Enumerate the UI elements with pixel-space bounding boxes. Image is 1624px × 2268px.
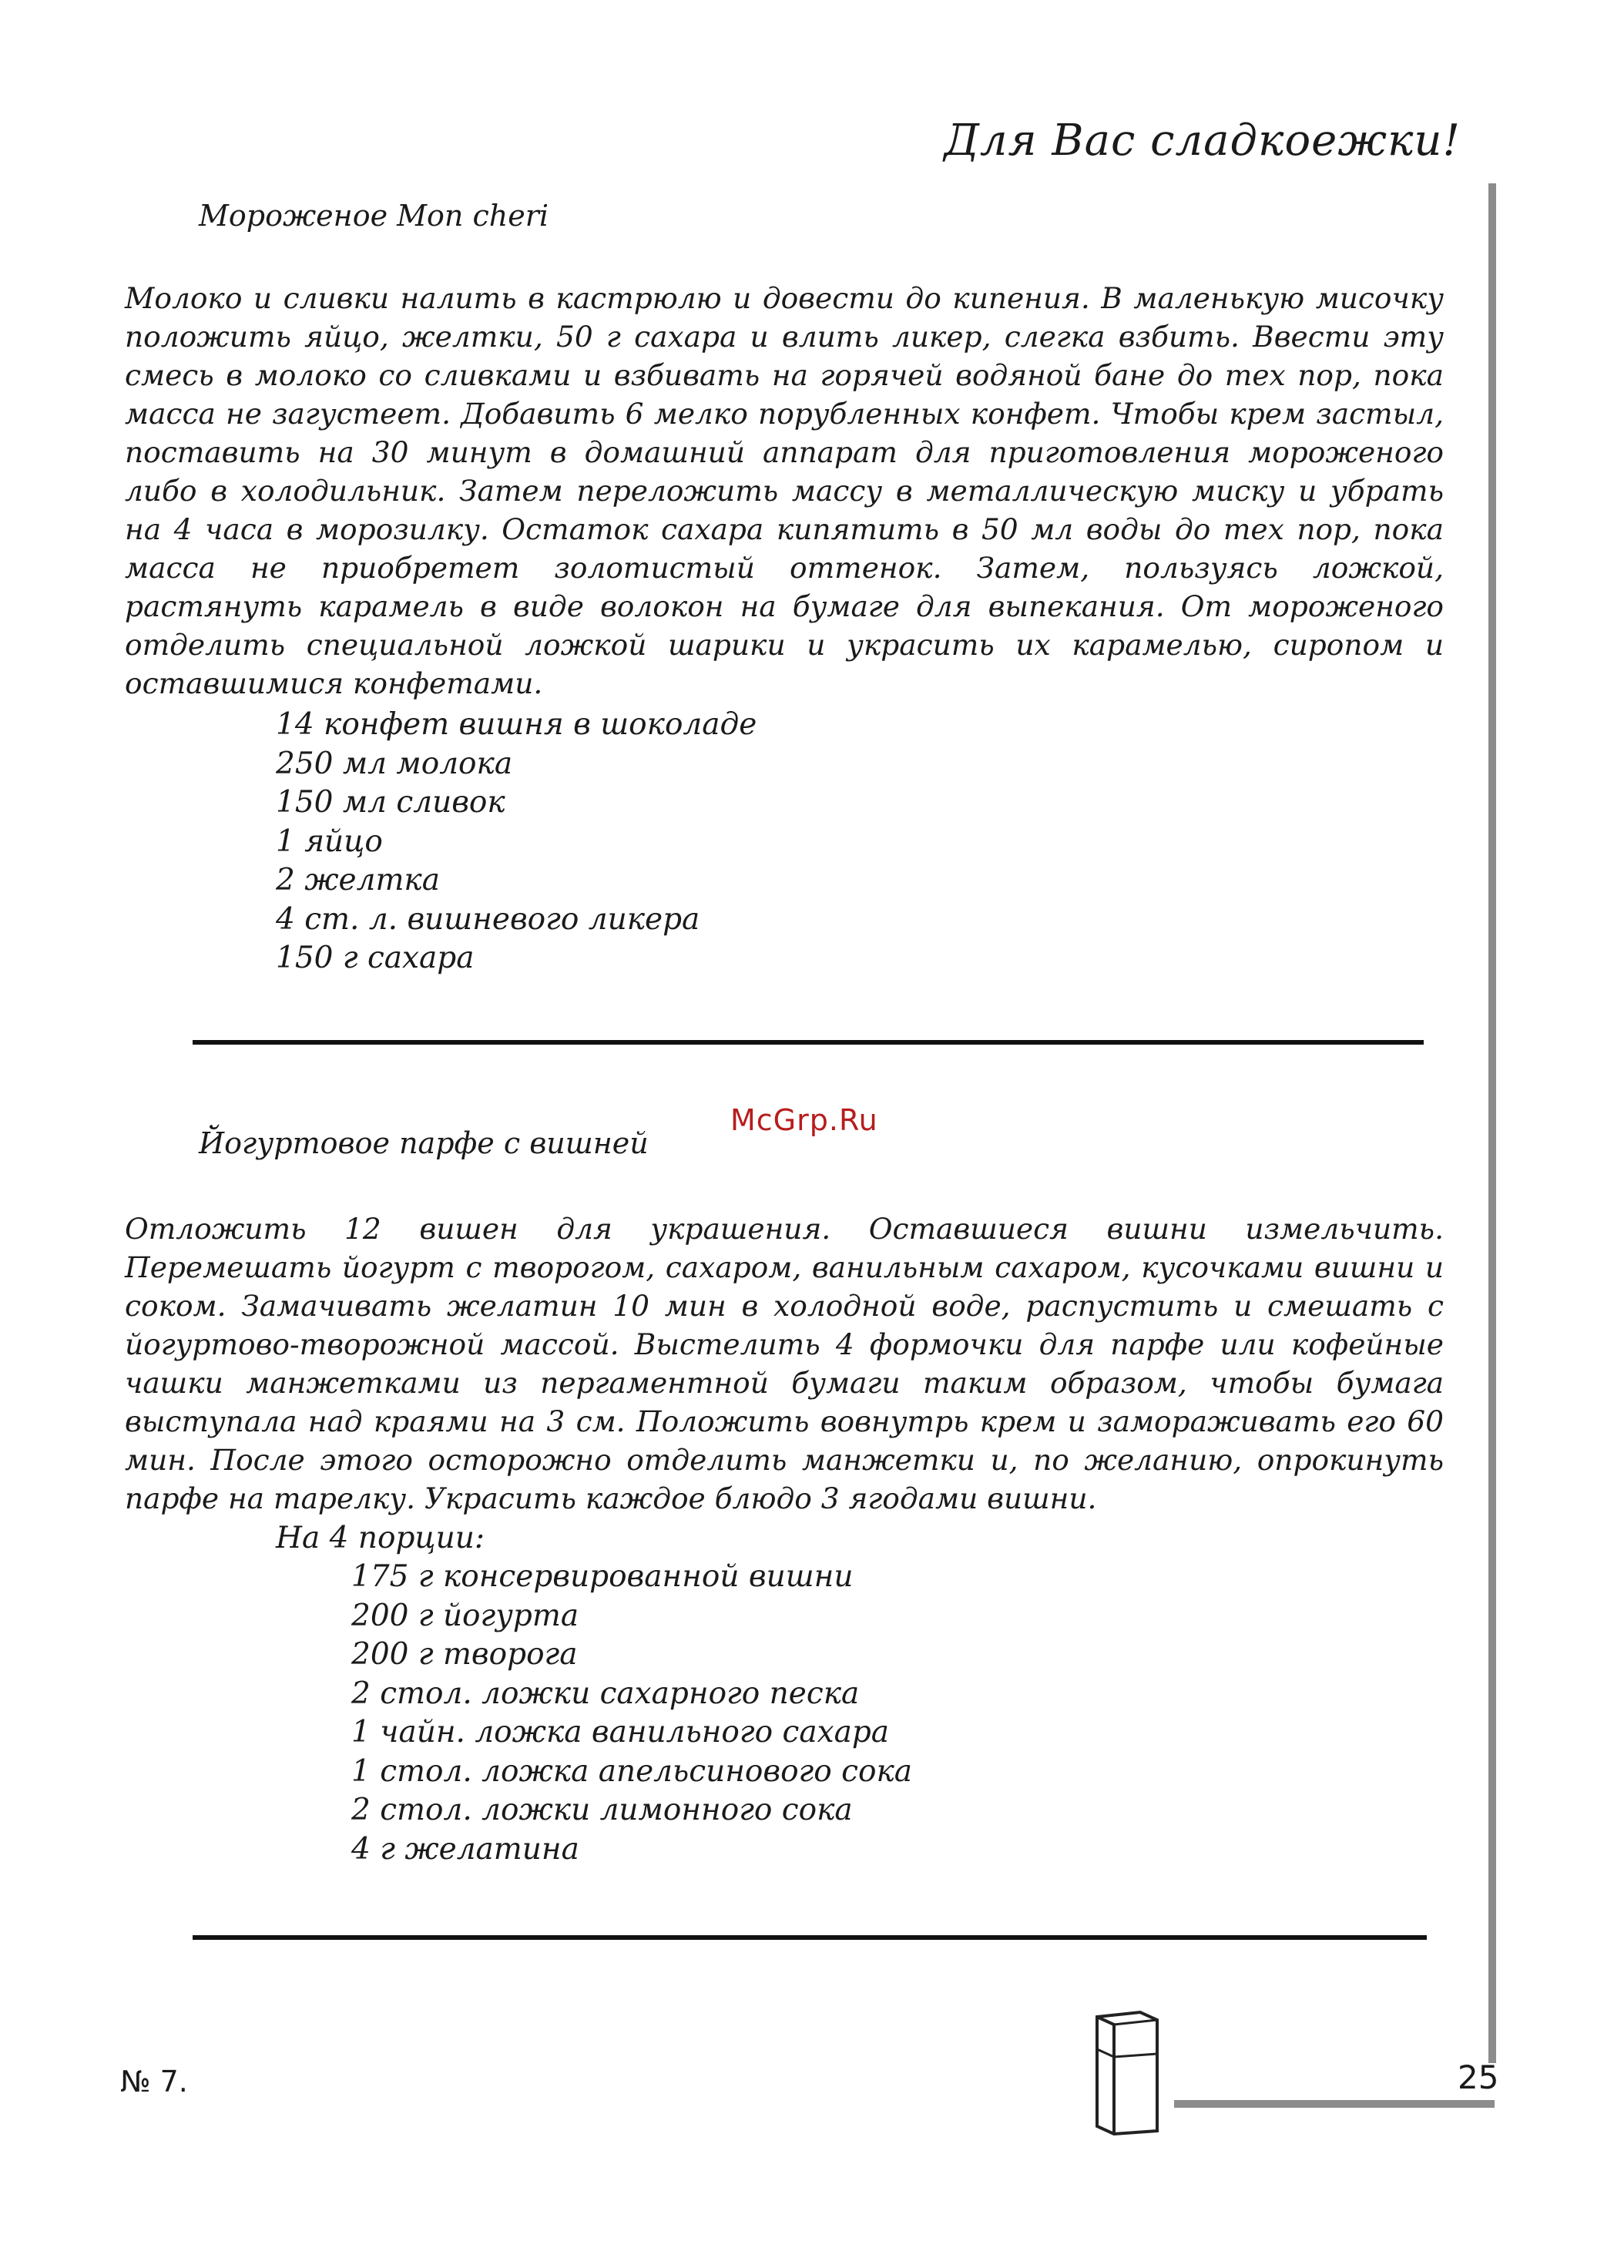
recipe-2-servings: На 4 порции: bbox=[276, 1521, 485, 1555]
recipe-1-title: Мороженое Mon cheri bbox=[199, 199, 549, 233]
ingredient-item: 1 чайн. ложка ванильного сахара bbox=[351, 1715, 890, 1750]
recipe-2-title: Йогуртовое парфе с вишней bbox=[199, 1126, 649, 1160]
ingredient-item: 175 г консервированной вишни bbox=[351, 1559, 854, 1594]
recipe-1-ingredients bbox=[276, 706, 757, 978]
ingredient-item: 2 стол. ложки сахарного песка bbox=[351, 1676, 860, 1711]
ingredient-item: 250 мл молока bbox=[276, 746, 513, 781]
ingredient-item: 4 г желатина bbox=[351, 1831, 579, 1867]
recipe-2-ingredients bbox=[351, 1558, 912, 1869]
page-header-title: Для Вас сладкоежки! bbox=[944, 116, 1461, 166]
ingredient-item: 4 ст. л. вишневого ликера bbox=[276, 901, 700, 937]
recipe-2-instructions: Отложить 12 вишен для украшения. Оставшиеся вишни измельчить. Перемешать йогурт с творогом, сахаром, ванильным сахаром, кусочками вишни и соком. Замачивать желатин 10 мин в холодной воде, распустить и смешать с йогуртово-творожной массой. Выстелить 4 формочки для парфе или кофейные чашки манжетками из пергаментной бумаги таким образом, чтобы бумага выступала над краями на 3 см. Положить вовнутрь крем и замораживать его 60 мин. После этого осторожно отделить манжетки и, по желанию, опрокинуть парфе на тарелку. Украсить каждое блюдо 3 ягодами вишни. bbox=[125, 1212, 1444, 1515]
ingredient-item: 2 желтка bbox=[276, 863, 440, 897]
ingredient-item: 150 мл сливок bbox=[276, 785, 505, 820]
right-margin-bar bbox=[1488, 183, 1496, 2063]
section-divider bbox=[193, 1040, 1424, 1045]
ingredient-item: 14 конфет вишня в шоколаде bbox=[276, 707, 757, 742]
ingredient-item: 2 стол. ложки лимонного сока bbox=[351, 1793, 853, 1827]
footer-bar bbox=[1174, 2100, 1495, 2108]
ingredient-item: 1 яйцо bbox=[276, 824, 383, 859]
ingredient-item: 200 г йогурта bbox=[351, 1598, 579, 1633]
footer-model-number: № 7. bbox=[120, 2065, 188, 2099]
refrigerator-icon bbox=[1092, 2009, 1162, 2135]
recipe-1-instructions: Молоко и сливки налить в кастрюлю и довести до кипения. В маленькую мисочку положить яйцо, желтки, 50 г сахара и влить ликер, слегка взбить. Ввести эту смесь в молоко со сливками и взбивать на горячей водяной бане до тех пор, пока масса не загустеет. Добавить 6 мелко порубленных конфет. Чтобы крем застыл, поставить на 30 минут в домашний аппарат для приготовления мороженого либо в холодильник. Затем переложить массу в металлическую миску и убрать на 4 часа в морозилку. Остаток сахара кипятить в 50 мл воды до тех пор, пока масса не приобретет золотистый оттенок. Затем, пользуясь ложкой, растянуть карамель в виде волокон на бумаге для выпекания. От мороженого отделить специальной ложкой шарики и украсить их карамелью, сиропом и оставшимися конфетами. bbox=[125, 281, 1444, 700]
section-divider bbox=[193, 1935, 1427, 1940]
watermark: McGrp.Ru bbox=[730, 1103, 878, 1137]
page-number: 25 bbox=[1458, 2058, 1499, 2096]
ingredient-item: 150 г сахара bbox=[276, 941, 475, 975]
ingredient-item: 200 г творога bbox=[351, 1637, 578, 1672]
ingredient-item: 1 стол. ложка апельсинового сока bbox=[351, 1753, 912, 1789]
